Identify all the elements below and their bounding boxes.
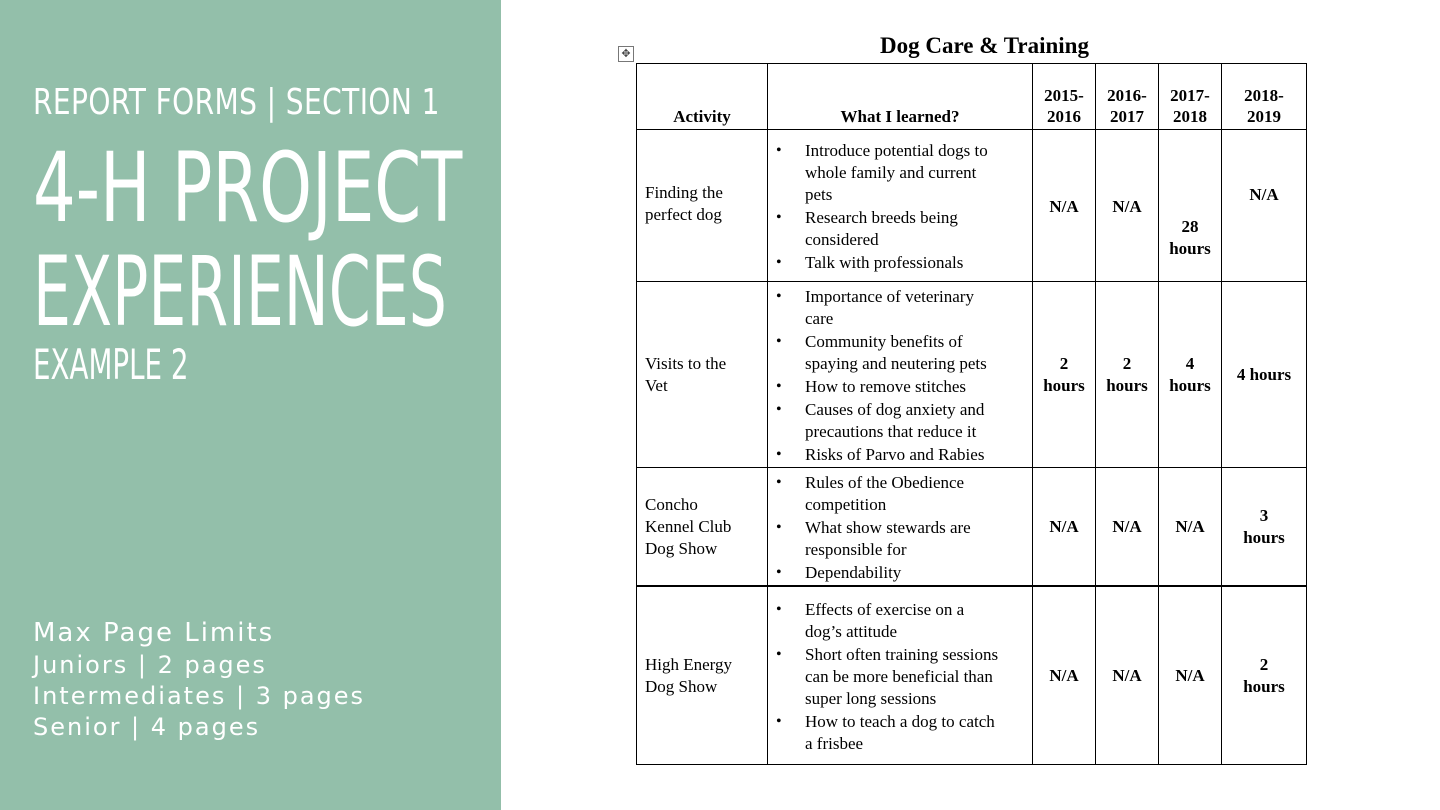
activity-line: Visits to the xyxy=(645,353,727,373)
header-row xyxy=(637,64,1307,130)
list-item xyxy=(805,472,1032,516)
activity-cell xyxy=(637,282,768,468)
header-line: 2015- xyxy=(1044,86,1084,105)
list-item xyxy=(805,207,1032,251)
list-item-line: precautions that reduce it xyxy=(805,422,977,441)
header-line: 2017- xyxy=(1170,86,1210,105)
list-item-line: responsible for xyxy=(805,540,907,559)
list-item xyxy=(805,644,1032,710)
list-item-line: can be more beneficial than xyxy=(805,667,993,686)
learned-cell xyxy=(768,130,1033,282)
hours-line: 2 xyxy=(1059,353,1069,373)
hours-line: hours xyxy=(1043,375,1085,395)
hours-2015-2016 xyxy=(1033,282,1096,468)
list-item xyxy=(805,517,1032,561)
hours-line: 2 xyxy=(1122,353,1132,373)
hours-line: 3 xyxy=(1259,505,1269,525)
left-panel xyxy=(0,0,501,810)
hours-line: 4 xyxy=(1185,353,1195,373)
list-item-line: Rules of the Obedience xyxy=(805,473,965,492)
hours-line: hours xyxy=(1106,375,1148,395)
hours-line: hours xyxy=(1169,239,1211,258)
list-item-line: Introduce potential dogs to xyxy=(805,141,988,160)
list-item xyxy=(805,711,1032,755)
list-item xyxy=(805,562,1032,584)
example-subtitle: EXAMPLE 2 xyxy=(33,340,189,389)
list-item-line: Community benefits of xyxy=(805,332,963,351)
list-item-line: considered xyxy=(805,230,879,249)
hours-2016-2017: N/A xyxy=(1096,586,1159,765)
hours-2018-2019 xyxy=(1222,468,1307,587)
activity-line: Concho xyxy=(645,494,698,514)
list-item-line: dog’s attitude xyxy=(805,622,898,641)
header-activity: Activity xyxy=(637,64,768,130)
hours-line: hours xyxy=(1243,527,1285,547)
table-row xyxy=(637,468,1307,587)
hours-line: 28 xyxy=(1181,217,1199,236)
list-item xyxy=(805,252,1032,274)
activity-line: perfect dog xyxy=(645,205,722,224)
title-line-1: 4-H PROJECT xyxy=(33,132,463,244)
list-item-line: How to teach a dog to catch xyxy=(805,712,995,731)
header-2018-2019 xyxy=(1222,64,1307,130)
learned-cell xyxy=(768,586,1033,765)
header-2017-2018 xyxy=(1159,64,1222,130)
list-item-line: Short often training sessions xyxy=(805,645,999,664)
list-item-line: a frisbee xyxy=(805,734,864,753)
hours-2016-2017 xyxy=(1096,282,1159,468)
header-line: 2016- xyxy=(1107,86,1147,105)
move-cross-icon[interactable]: ✥ xyxy=(618,46,634,62)
activity-line: High Energy xyxy=(645,654,733,674)
page-limits xyxy=(33,616,365,743)
hours-2015-2016: N/A xyxy=(1033,130,1096,282)
dog-care-table xyxy=(636,63,1307,765)
hours-2016-2017: N/A xyxy=(1096,468,1159,587)
table-row xyxy=(637,586,1307,765)
list-item-line: How to remove stitches xyxy=(805,377,966,396)
hours-line: hours xyxy=(1169,375,1211,395)
senior-limit: Senior | 4 pages xyxy=(33,713,261,741)
intermediates-limit: Intermediates | 3 pages xyxy=(33,682,366,710)
header-line: 2017 xyxy=(1110,107,1144,126)
list-item-line: Research breeds being xyxy=(805,208,958,227)
activity-cell xyxy=(637,130,768,282)
list-item-line: Importance of veterinary xyxy=(805,287,974,306)
activity-line: Finding the xyxy=(645,183,723,202)
activity-cell xyxy=(637,586,768,765)
hours-line: hours xyxy=(1243,676,1285,696)
list-item xyxy=(805,599,1032,643)
learned-list xyxy=(768,140,1032,274)
table-title: Dog Care & Training xyxy=(880,33,1089,58)
hours-2016-2017: N/A xyxy=(1096,130,1159,282)
list-item xyxy=(805,331,1032,375)
activity-line: Dog Show xyxy=(645,676,718,696)
hours-line: 2 xyxy=(1259,654,1269,674)
header-line: 2019 xyxy=(1247,107,1281,126)
title-line-2: EXPERIENCES xyxy=(33,236,447,348)
list-item xyxy=(805,286,1032,330)
learned-list xyxy=(768,286,1032,466)
hours-2018-2019 xyxy=(1222,586,1307,765)
activity-line: Kennel Club xyxy=(645,516,732,536)
hours-2015-2016: N/A xyxy=(1033,468,1096,587)
list-item-line: Effects of exercise on a xyxy=(805,600,965,619)
table-row xyxy=(637,282,1307,468)
header-2015-2016 xyxy=(1033,64,1096,130)
activity-line: Dog Show xyxy=(645,538,718,558)
table-row xyxy=(637,130,1307,282)
learned-cell xyxy=(768,282,1033,468)
hours-2017-2018 xyxy=(1159,130,1222,282)
list-item-line: Talk with professionals xyxy=(805,253,964,272)
document-page xyxy=(612,32,1324,792)
list-item-line: Risks of Parvo and Rabies xyxy=(805,445,985,464)
hours-2017-2018: N/A xyxy=(1159,586,1222,765)
juniors-limit: Juniors | 2 pages xyxy=(33,651,267,679)
learned-list xyxy=(768,599,1032,755)
list-item xyxy=(805,444,1032,466)
hours-2018-2019: N/A xyxy=(1222,130,1307,282)
hours-2017-2018 xyxy=(1159,282,1222,468)
learned-cell xyxy=(768,468,1033,587)
hours-2015-2016: N/A xyxy=(1033,586,1096,765)
list-item-line: Dependability xyxy=(805,563,902,582)
list-item-line: What show stewards are xyxy=(805,518,971,537)
list-item xyxy=(805,376,1032,398)
list-item-line: pets xyxy=(805,185,833,204)
list-item-line: super long sessions xyxy=(805,689,937,708)
hours-2018-2019: 4 hours xyxy=(1222,282,1307,468)
list-item-line: whole family and current xyxy=(805,163,977,182)
header-learned: What I learned? xyxy=(768,64,1033,130)
list-item-line: Causes of dog anxiety and xyxy=(805,400,985,419)
list-item xyxy=(805,399,1032,443)
hours-2017-2018: N/A xyxy=(1159,468,1222,587)
page-limits-heading: Max Page Limits xyxy=(33,618,275,648)
header-line: 2018 xyxy=(1173,107,1207,126)
header-2016-2017 xyxy=(1096,64,1159,130)
list-item xyxy=(805,140,1032,206)
activity-line: Vet xyxy=(645,375,668,395)
list-item-line: spaying and neutering pets xyxy=(805,354,987,373)
list-item-line: competition xyxy=(805,495,887,514)
report-forms-kicker: REPORT FORMS | SECTION 1 xyxy=(33,82,440,123)
header-line: 2018- xyxy=(1244,86,1284,105)
activity-cell xyxy=(637,468,768,587)
list-item-line: care xyxy=(805,309,834,328)
learned-list xyxy=(768,472,1032,584)
header-line: 2016 xyxy=(1047,107,1081,126)
